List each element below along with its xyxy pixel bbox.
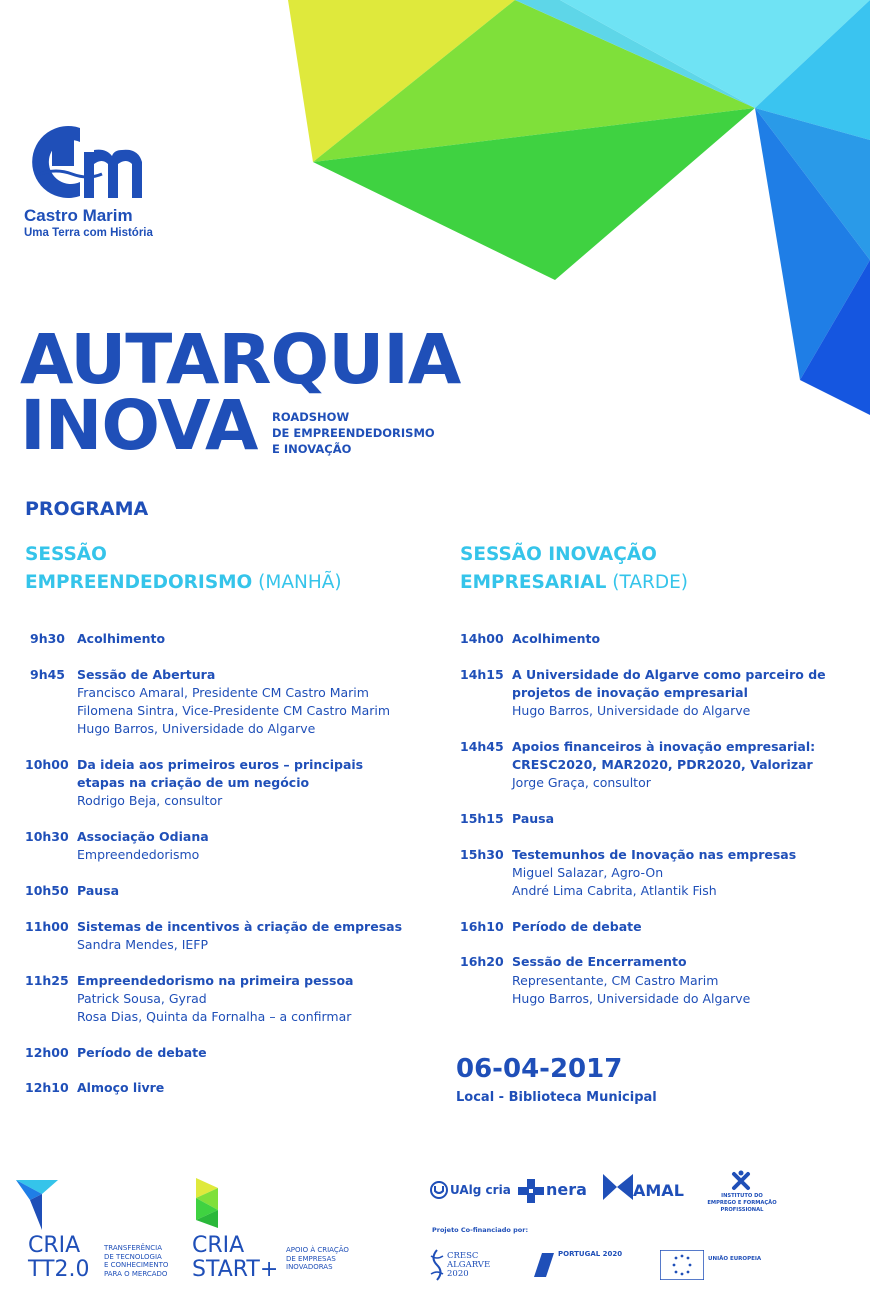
ualg-icon bbox=[430, 1181, 448, 1199]
schedule-title: Pausa bbox=[77, 883, 120, 899]
schedule-title: etapas na criação de um negócio bbox=[77, 775, 310, 791]
schedule-time: 9h30 bbox=[30, 631, 65, 646]
partner-iefp: INSTITUTO DO EMPREGO E FORMAÇÃO PROFISSIONAL bbox=[707, 1193, 777, 1213]
cria-start-desc bbox=[286, 1246, 349, 1272]
schedule-item bbox=[25, 666, 445, 739]
schedule-item bbox=[460, 630, 860, 648]
schedule-item bbox=[460, 846, 860, 901]
desc-line: DE EMPRESAS bbox=[286, 1254, 336, 1263]
schedule-time: 10h30 bbox=[25, 829, 69, 845]
cria-tt-icon bbox=[16, 1180, 58, 1230]
schedule-speaker: Empreendedorismo bbox=[77, 847, 200, 863]
funder-cresc-algarve: CRESC ALGARVE 2020 bbox=[447, 1251, 491, 1279]
title-line1: AUTARQUIA bbox=[20, 320, 461, 400]
funder-portugal bbox=[558, 1250, 622, 1258]
event-date: 06-04-2017 bbox=[456, 1054, 623, 1084]
schedule-time: 14h15 bbox=[460, 666, 504, 682]
schedule-time: 16h20 bbox=[460, 954, 504, 970]
cm-emblem-icon bbox=[22, 118, 162, 208]
cofinanced-label: Projeto Co-financiado por: bbox=[432, 1226, 529, 1234]
schedule-speaker: Rosa Dias, Quinta da Fornalha – a confirmar bbox=[77, 1009, 352, 1025]
desc-line: DE TECNOLOGIA bbox=[104, 1252, 162, 1261]
schedule-time: 11h25 bbox=[25, 972, 69, 988]
schedule-title: Sistemas de incentivos à criação de empresas bbox=[77, 918, 403, 934]
funder-eu: UNIÃO EUROPEIA bbox=[708, 1256, 762, 1262]
schedule-item bbox=[25, 1044, 445, 1062]
schedule-time: 10h00 bbox=[25, 757, 69, 773]
schedule-speaker: Sandra Mendes, IEFP bbox=[77, 936, 209, 952]
schedule-speaker: Rodrigo Beja, consultor bbox=[77, 793, 223, 809]
cresc-algarve-icon bbox=[428, 1248, 446, 1282]
schedule-title: Empreendedorismo na primeira pessoa bbox=[77, 972, 354, 988]
session-heading-bold: EMPRESARIAL bbox=[460, 572, 607, 593]
schedule-time: 16h10 bbox=[460, 918, 504, 934]
funder-portugal-label: PORTUGAL 2020 bbox=[558, 1250, 623, 1258]
schedule-item bbox=[460, 738, 860, 793]
schedule-speaker: Hugo Barros, Universidade do Algarve bbox=[512, 990, 751, 1006]
session-morning-heading bbox=[25, 541, 342, 597]
cria-tt-desc bbox=[104, 1244, 168, 1278]
schedule-title: Almoço livre bbox=[77, 1080, 165, 1096]
session-heading-line1: SESSÃO bbox=[25, 544, 107, 565]
schedule-item bbox=[460, 810, 860, 828]
desc-line: INOVADORAS bbox=[286, 1263, 333, 1272]
cria-tt-line1: CRIA bbox=[28, 1233, 81, 1258]
partner-amal: AMAL bbox=[633, 1181, 684, 1200]
schedule-time: 15h30 bbox=[460, 846, 504, 862]
schedule-time: 11h00 bbox=[25, 918, 69, 934]
partner-nera: nera bbox=[546, 1180, 587, 1199]
schedule-speaker: Jorge Graça, consultor bbox=[512, 775, 651, 791]
eu-flag-icon bbox=[660, 1250, 704, 1280]
schedule-speaker: André Lima Cabrita, Atlantik Fish bbox=[512, 883, 717, 899]
schedule-title: Testemunhos de Inovação nas empresas bbox=[512, 846, 797, 862]
schedule-time: 14h00 bbox=[460, 631, 504, 646]
partner-ualg: UAlg cria bbox=[450, 1183, 511, 1197]
desc-line: TRANSFERÊNCIA bbox=[104, 1244, 163, 1252]
session-afternoon-heading bbox=[460, 541, 688, 597]
location-label: Local - bbox=[456, 1090, 505, 1105]
schedule-item bbox=[460, 953, 860, 1008]
schedule-time: 10h50 bbox=[25, 883, 69, 899]
schedule-title: Período de debate bbox=[512, 918, 642, 934]
schedule-title: CRESC2020, MAR2020, PDR2020, Valorizar bbox=[512, 757, 813, 773]
schedule-item bbox=[25, 1079, 445, 1097]
schedule-time: 9h45 bbox=[30, 666, 65, 682]
afternoon-schedule bbox=[460, 630, 860, 1026]
schedule-speaker: Francisco Amaral, Presidente CM Castro Marim bbox=[77, 684, 369, 700]
schedule-item bbox=[25, 882, 445, 900]
schedule-title: Associação Odiana bbox=[77, 829, 209, 845]
schedule-speaker: Patrick Sousa, Gyrad bbox=[77, 990, 207, 1006]
schedule-title: Pausa bbox=[512, 810, 555, 826]
schedule-item bbox=[25, 630, 445, 648]
schedule-speaker: Miguel Salazar, Agro-On bbox=[512, 864, 664, 880]
cria-start-line2: START+ bbox=[192, 1257, 279, 1282]
cria-tt-logo bbox=[28, 1233, 169, 1282]
session-heading-bold: EMPREENDEDORISMO bbox=[25, 572, 253, 593]
schedule-time: 12h10 bbox=[25, 1080, 69, 1096]
desc-line: APOIO À CRIAÇÃO bbox=[286, 1246, 349, 1254]
schedule-speaker: Filomena Sintra, Vice-Presidente CM Castro Marim bbox=[77, 703, 391, 719]
schedule-time: 14h45 bbox=[460, 738, 504, 754]
schedule-title: Período de debate bbox=[77, 1044, 207, 1060]
cria-start-logo bbox=[192, 1233, 349, 1282]
session-heading-period: (TARDE) bbox=[606, 572, 688, 593]
schedule-title: Sessão de Encerramento bbox=[512, 954, 687, 970]
cria-start-icon bbox=[192, 1178, 222, 1228]
schedule-item bbox=[25, 756, 445, 811]
schedule-speaker: Hugo Barros, Universidade do Algarve bbox=[512, 703, 751, 719]
subtitle-line: E INOVAÇÃO bbox=[272, 442, 352, 456]
schedule-item bbox=[25, 972, 445, 1027]
schedule-title: Acolhimento bbox=[512, 631, 601, 646]
schedule-time: 12h00 bbox=[25, 1044, 69, 1060]
schedule-speaker: Representante, CM Castro Marim bbox=[512, 972, 719, 988]
morning-schedule bbox=[25, 630, 445, 1115]
schedule-title: A Universidade do Algarve como parceiro de bbox=[512, 666, 826, 682]
event-location bbox=[456, 1090, 657, 1105]
schedule-speaker: Hugo Barros, Universidade do Algarve bbox=[77, 721, 316, 737]
org-name: Castro Marim bbox=[24, 206, 133, 225]
session-heading-line1: SESSÃO INOVAÇÃO bbox=[460, 544, 657, 565]
schedule-time: 15h15 bbox=[460, 810, 504, 826]
subtitle-line: DE EMPREENDEDORISMO bbox=[272, 426, 435, 440]
schedule-title: projetos de inovação empresarial bbox=[512, 684, 748, 700]
cria-start-line1: CRIA bbox=[192, 1233, 245, 1258]
schedule-title: Acolhimento bbox=[77, 631, 166, 646]
schedule-title: Sessão de Abertura bbox=[77, 666, 216, 682]
program-label: PROGRAMA bbox=[25, 498, 149, 520]
nera-icon bbox=[518, 1179, 544, 1203]
portugal-2020-icon bbox=[532, 1251, 556, 1279]
schedule-title: Apoios financeiros à inovação empresarial: bbox=[512, 738, 816, 754]
amal-icon bbox=[603, 1174, 633, 1200]
title-line2: INOVA bbox=[20, 386, 258, 466]
schedule-item bbox=[460, 918, 860, 936]
schedule-title: Da ideia aos primeiros euros – principais bbox=[77, 757, 364, 773]
schedule-item bbox=[25, 918, 445, 954]
cria-tt-line2: TT2.0 bbox=[28, 1257, 90, 1282]
desc-line: PARA O MERCADO bbox=[104, 1269, 168, 1278]
schedule-item bbox=[25, 828, 445, 864]
schedule-item bbox=[460, 666, 860, 721]
location-name: Biblioteca Municipal bbox=[508, 1090, 657, 1105]
iefp-icon bbox=[730, 1170, 752, 1192]
session-heading-period: (MANHÃ) bbox=[252, 572, 342, 593]
desc-line: E CONHECIMENTO bbox=[104, 1261, 169, 1270]
subtitle-line: ROADSHOW bbox=[272, 410, 350, 424]
org-tagline: Uma Terra com História bbox=[24, 227, 153, 239]
title-subtitle bbox=[272, 409, 435, 457]
